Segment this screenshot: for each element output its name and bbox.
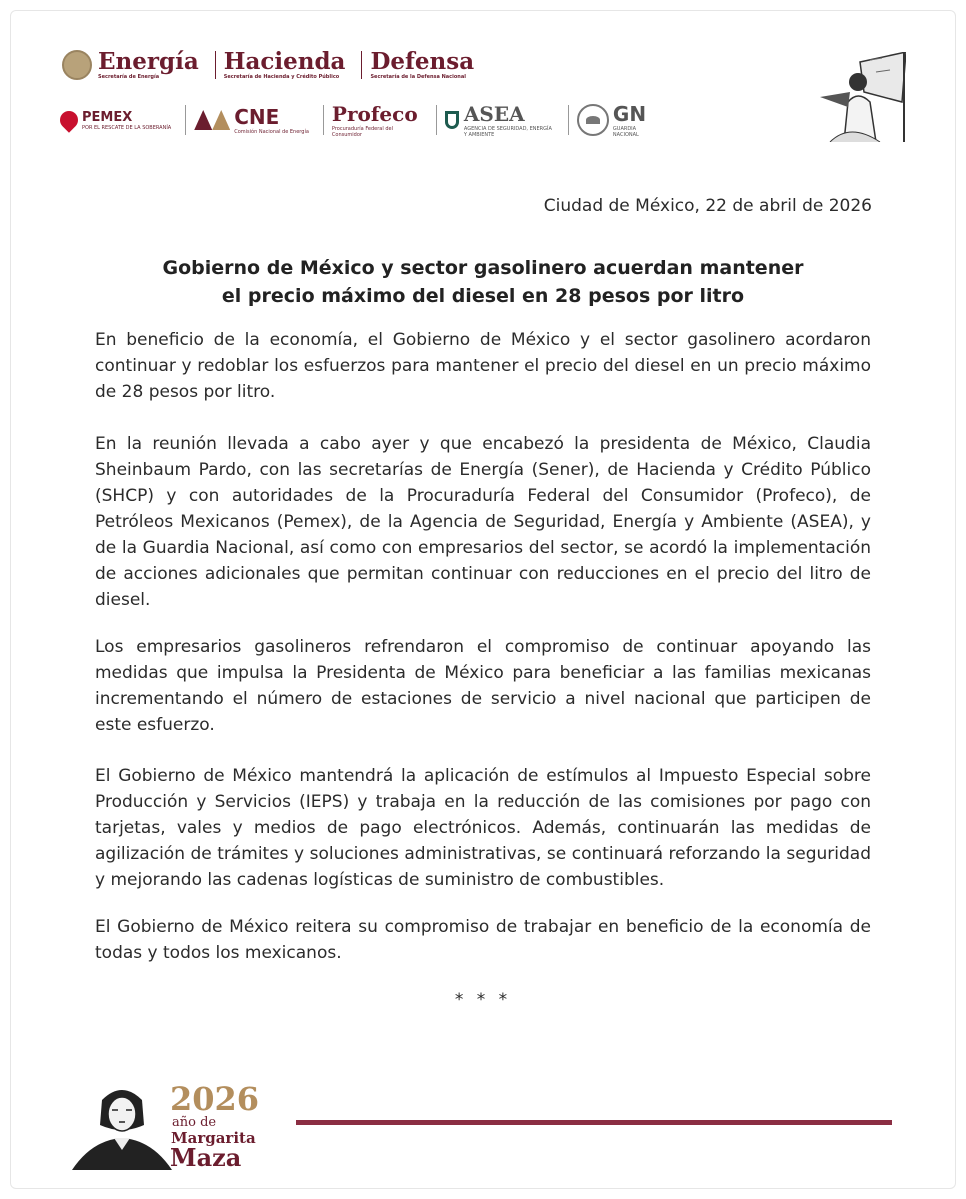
- logo-divider: [436, 105, 437, 135]
- logo-divider: [568, 105, 569, 135]
- document-title-line1: Gobierno de México y sector gasolinero acuerdan mantener: [162, 257, 804, 279]
- logo-divider: [185, 105, 186, 135]
- logo-asea-name: ASEA: [463, 102, 525, 126]
- logo-gn-sub: GUARDIA NACIONAL: [612, 126, 639, 138]
- document-date: Ciudad de México, 22 de abril de 2026: [543, 196, 872, 216]
- logo-gn: [577, 102, 653, 138]
- logo-gn-name: GN: [612, 102, 647, 126]
- margarita-maza-portrait-icon: [72, 1080, 172, 1170]
- footer-name-first: Margarita: [171, 1129, 256, 1147]
- logo-cne-name: CNE: [234, 105, 280, 129]
- document-title-line2: el precio máximo del diesel en 28 pesos por litro: [221, 285, 745, 307]
- flag-woman-illustration-icon: [820, 52, 906, 142]
- logo-pemex-name: PEMEX: [82, 109, 133, 125]
- logo-profeco: [332, 102, 422, 138]
- logo-energia-name: Energía: [98, 48, 199, 75]
- logo-hacienda: [224, 50, 346, 80]
- logo-asea-sub: AGENCIA DE SEGURIDAD, ENERGÍA Y AMBIENTE: [463, 126, 552, 138]
- mexico-seal-icon: [62, 50, 92, 80]
- logo-pemex: [60, 110, 171, 131]
- logo-divider: [361, 51, 362, 79]
- header-logos-row2: [60, 102, 659, 138]
- paragraph: Los empresarios gasolineros refrendaron el compromiso de continuar apoyando las medidas que impulsa la Presidenta de México para beneficiar a las familias mexicanas incrementando el número de estaciones de servicio a nivel nacional que participen de este esfuerzo.: [95, 637, 871, 735]
- paragraph: El Gobierno de México mantendrá la aplicación de estímulos al Impuesto Especial sobre Producción y Servicios (IEPS) y trabaja en la reducción de las comisiones por pago con tarjetas, vales y medios de pago electrónicos. Además, continuarán las medidas de agilización de trámites y soluciones administrativas, se continuará reforzando la seguridad y mejorando las cadenas logísticas de suministro de combustibles.: [95, 766, 871, 890]
- paragraph: El Gobierno de México reitera su compromiso de trabajar en beneficio de la economía de todas y todos los mexicanos.: [95, 917, 871, 963]
- logo-defensa-sub: Secretaría de la Defensa Nacional: [370, 74, 466, 80]
- document-title: [95, 254, 871, 310]
- paragraph: En la reunión llevada a cabo ayer y que encabezó la presidenta de México, Claudia Sheinbaum Pardo, con las secretarías de Energía (Sener), de Hacienda y Crédito Público (SHCP) y con autoridades de la Procuraduría Federal del Consumidor (Profeco), de Petróleos Mexicanos (Pemex), de la Agencia de Seguridad, Energía y Ambiente (ASEA), y de la Guardia Nacional, así como con empresarios del sector, se acordó la implementación de acciones adicionales que permitan continuar con reducciones en el precio del litro de diesel.: [95, 434, 871, 610]
- logo-defensa-name: Defensa: [370, 48, 475, 75]
- footer-year: 2026: [170, 1080, 260, 1118]
- logo-divider: [323, 105, 324, 135]
- paragraph: En beneficio de la economía, el Gobierno de México y el sector gasolinero acordaron continuar y redoblar los esfuerzos para mantener el precio del diesel en un precio máximo de 28 pesos por litro.: [95, 330, 871, 402]
- closing-asterisks: * * *: [454, 990, 512, 1010]
- asea-shield-icon: [445, 111, 459, 129]
- footer-anio-de: año de: [172, 1115, 217, 1130]
- logo-cne-sub: Comisión Nacional de Energía: [234, 129, 309, 135]
- logo-asea: [445, 102, 554, 138]
- cne-mark-icon: [194, 110, 230, 130]
- header-logos-row1: [62, 50, 482, 80]
- logo-hacienda-sub: Secretaría de Hacienda y Crédito Público: [223, 74, 340, 80]
- logo-cne: [194, 105, 309, 135]
- logo-defensa: [370, 50, 474, 80]
- logo-energia: [98, 50, 199, 80]
- footer-divider-line: [296, 1120, 892, 1125]
- guardia-nacional-seal-icon: [577, 104, 609, 136]
- logo-profeco-name: Profeco: [331, 102, 418, 126]
- logo-energia-sub: Secretaría de Energía: [98, 74, 160, 80]
- logo-hacienda-name: Hacienda: [223, 48, 346, 75]
- footer-name-last: Maza: [170, 1143, 242, 1172]
- logo-pemex-sub: POR EL RESCATE DE LA SOBERANÍA: [82, 124, 172, 131]
- pemex-drop-icon: [56, 107, 81, 132]
- logo-profeco-sub: Procuraduría Federal del Consumidor: [331, 126, 393, 138]
- logo-divider: [215, 51, 216, 79]
